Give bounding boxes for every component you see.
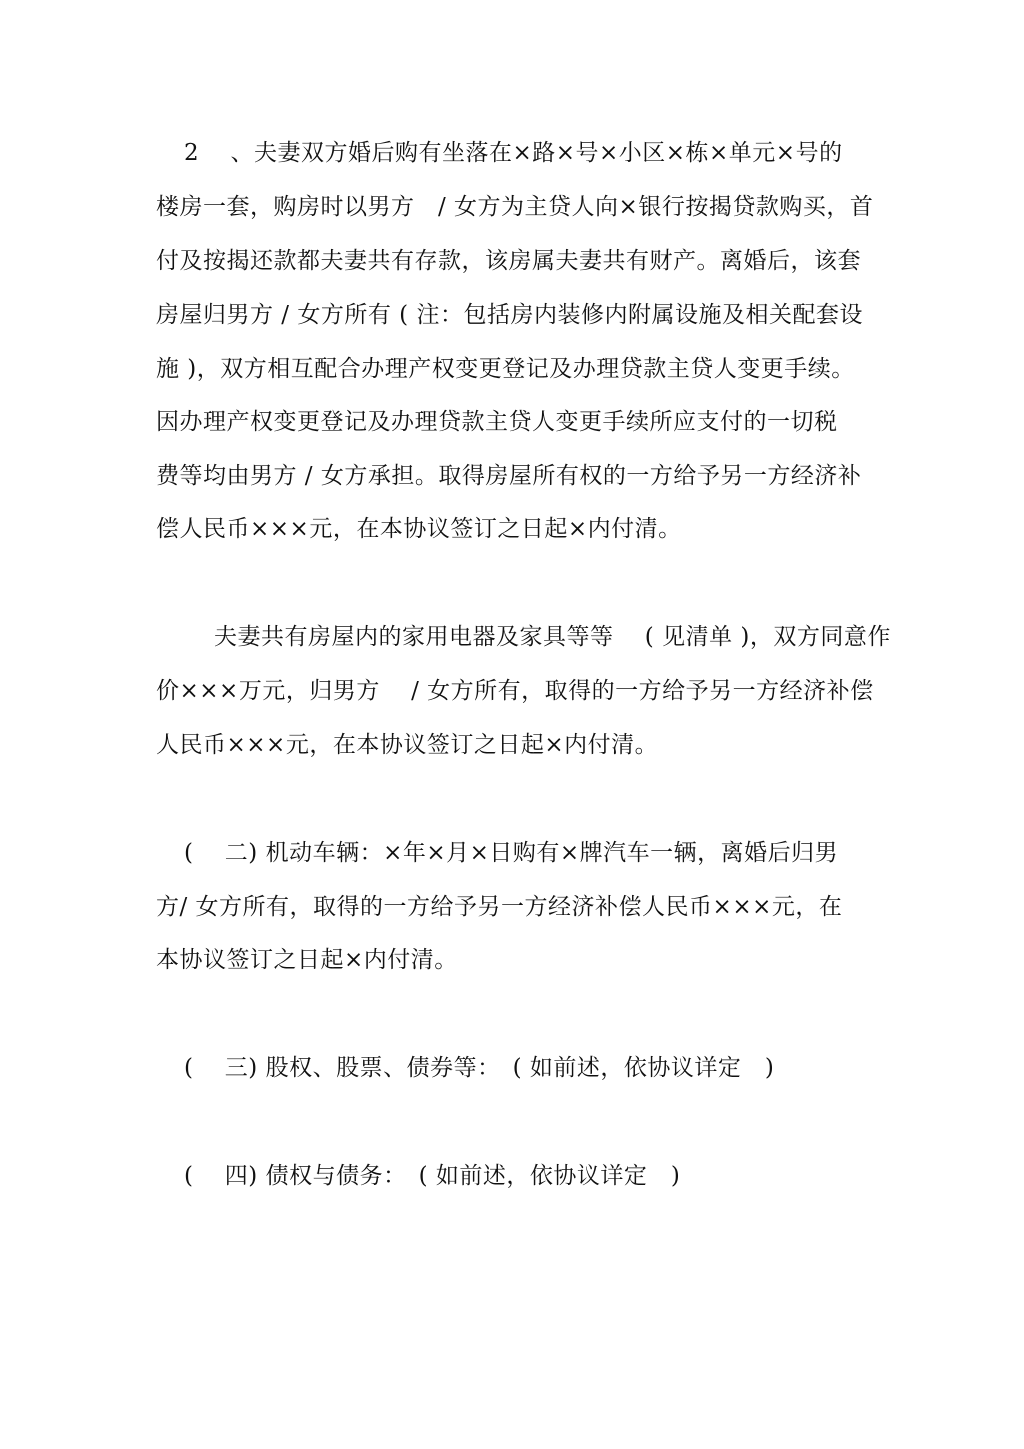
paragraph-1-line-2: 楼房一套，购房时以男方 / 女方为主贷人向×银行按揭贷款购买，首 [156, 194, 874, 220]
paragraph-1-line-3: 付及按揭还款都夫妻共有存款，该房属夫妻共有财产。离婚后，该套 [156, 248, 861, 274]
paragraph-1-line-5: 施 )，双方相互配合办理产权变更登记及办理贷款主贷人变更手续。 [156, 356, 855, 382]
paragraph-3-line-2: 方/ 女方所有，取得的一方给予另一方经济补偿人民币×××元，在 [156, 894, 843, 920]
paragraph-2-line-1: 夫妻共有房屋内的家用电器及家具等等 ( 见清单 )，双方同意作 [214, 624, 891, 650]
paragraph-1-line-6: 因办理产权变更登记及办理贷款主贷人变更手续所应支付的一切税 [156, 409, 838, 435]
paragraph-1-line-4: 房屋归男方 / 女方所有 ( 注：包括房内装修内附属设施及相关配套设 [156, 302, 863, 328]
paragraph-3-line-1: ( 二) 机动车辆：×年×月×日购有×牌汽车一辆，离婚后归男 [184, 840, 839, 866]
paragraph-3-line-3: 本协议签订之日起×内付清。 [156, 947, 458, 973]
paragraph-2-line-3: 人民币×××元，在本协议签订之日起×内付清。 [156, 732, 659, 758]
paragraph-5-line-1: ( 四) 债权与债务： ( 如前述，依协议详定 ) [184, 1163, 681, 1189]
paragraph-1-line-7: 费等均由男方 / 女方承担。取得房屋所有权的一方给予另一方经济补 [156, 463, 862, 489]
paragraph-4-line-1: ( 三) 股权、股票、债券等： ( 如前述，依协议详定 ) [184, 1055, 775, 1081]
paragraph-2-line-2: 价×××万元，归男方 / 女方所有，取得的一方给予另一方经济补偿 [156, 678, 874, 704]
paragraph-1-line-1: 2 、夫妻双方婚后购有坐落在×路×号×小区×栋×单元×号的 [184, 140, 843, 166]
paragraph-1-line-8: 偿人民币×××元，在本协议签订之日起×内付清。 [156, 516, 682, 542]
